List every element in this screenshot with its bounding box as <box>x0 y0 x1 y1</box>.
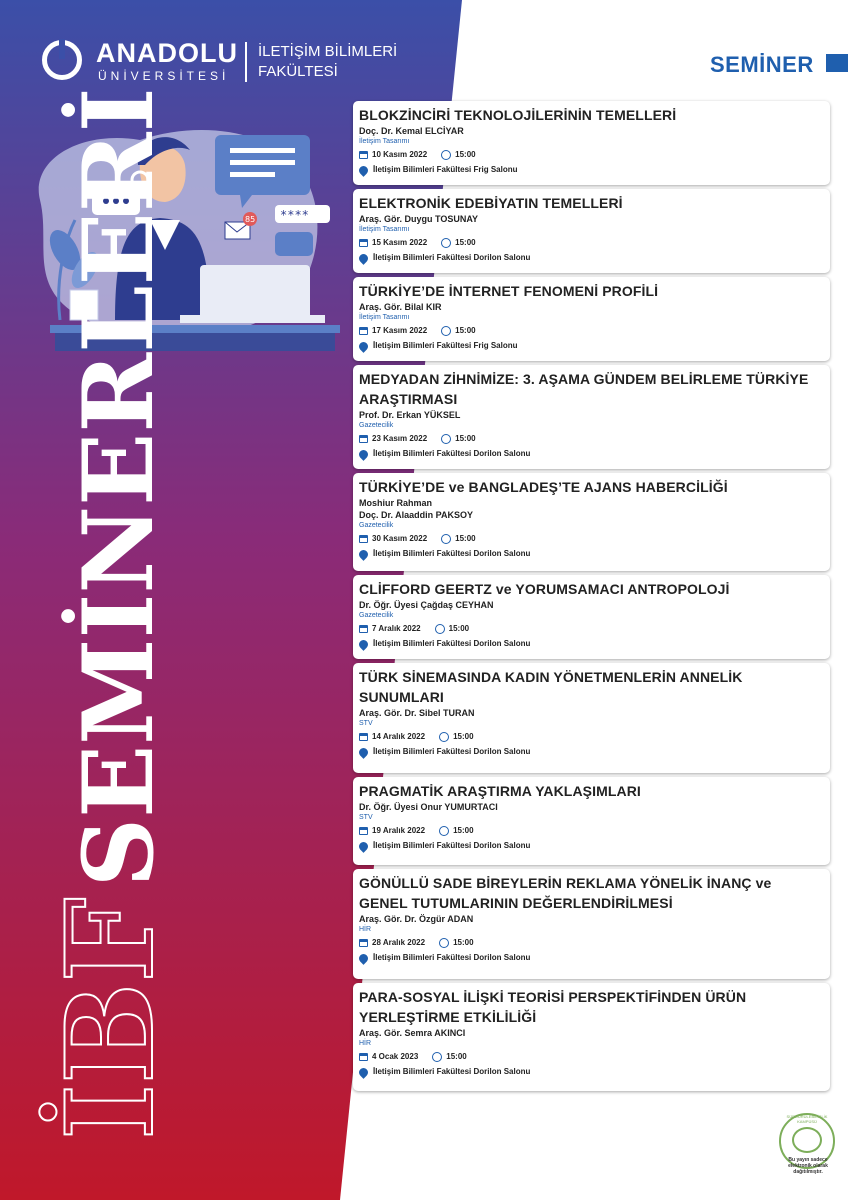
seminar-speaker: Prof. Dr. Erkan YÜKSEL <box>359 410 461 420</box>
seminar-title: MEDYADAN ZİHNİMİZE: 3. AŞAMA GÜNDEM BELİRLEME TÜRKİYE ARAŞTIRMASI <box>359 371 809 407</box>
faculty-name-line2: FAKÜLTESİ <box>258 63 338 80</box>
seminar-speaker: Dr. Öğr. Üyesi Onur YUMURTACI <box>359 802 498 812</box>
seminar-card <box>353 663 830 773</box>
seminar-speaker: Araş. Gör. Bilal KIR <box>359 302 442 312</box>
seminar-title: CLİFFORD GEERTZ ve YORUMSAMACI ANTROPOLOJİ <box>359 581 730 597</box>
seminar-date: 28 Aralık 2022 <box>372 938 426 947</box>
seminar-time: 15:00 <box>455 534 476 543</box>
location-pin-icon <box>357 448 370 461</box>
location-pin-icon <box>357 638 370 651</box>
calendar-icon <box>359 1053 368 1061</box>
university-name: ANADOLU <box>96 38 238 68</box>
seminar-card <box>353 777 830 865</box>
seminar-time: 15:00 <box>455 150 476 159</box>
seminar-title: TÜRK SİNEMASINDA KADIN YÖNETMENLERİN ANNELİK SUNUMLARI <box>359 669 743 705</box>
seminar-title: GÖNÜLLÜ SADE BİREYLERİN REKLAMA YÖNELİK İNANÇ ve GENEL TUTUMLARININ DEĞERLENDİRİLMESİ <box>359 875 772 911</box>
calendar-icon <box>359 827 368 835</box>
location-pin-icon <box>357 252 370 265</box>
seminar-card <box>353 277 830 361</box>
seminar-datetime <box>359 824 822 838</box>
seminar-speaker: Araş. Gör. Semra AKINCI <box>359 1028 466 1038</box>
seminar-location <box>359 1065 822 1079</box>
seminar-datetime <box>359 730 822 744</box>
seminar-venue: İletişim Bilimleri Fakültesi Dorilon Salonu <box>373 253 531 262</box>
seminar-date: 4 Ocak 2023 <box>372 1052 419 1061</box>
seminar-department: Gazetecilik <box>359 522 394 529</box>
university-logo <box>42 38 422 88</box>
seminar-date: 14 Aralık 2022 <box>372 732 426 741</box>
seminar-department: HİR <box>359 1040 372 1047</box>
seminar-department: Gazetecilik <box>359 422 394 429</box>
badge-text: Bu yayın sadece elektronik olarak dağıtılmıştır. <box>788 1157 828 1175</box>
seminar-card <box>353 473 830 571</box>
vertical-title <box>40 88 181 1141</box>
seminar-department: İletişim Tasarımı <box>359 138 410 145</box>
vertical-title-ibf: İBF <box>40 897 181 1140</box>
seminar-venue: İletişim Bilimleri Fakültesi Frig Salonu <box>373 341 518 350</box>
seminar-venue: İletişim Bilimleri Fakültesi Dorilon Salonu <box>373 841 531 850</box>
calendar-icon <box>359 327 368 335</box>
clock-icon <box>439 938 449 948</box>
leaf-icon <box>792 1127 822 1153</box>
seminar-location <box>359 163 822 177</box>
seminar-date: 30 Kasım 2022 <box>372 534 428 543</box>
seminar-card <box>353 983 830 1091</box>
seminar-department: HİR <box>359 926 372 933</box>
seminar-speaker-2: Doç. Dr. Alaaddin PAKSOY <box>359 510 474 520</box>
seminar-title: BLOKZİNCİRİ TEKNOLOJİLERİNİN TEMELLERİ <box>359 107 677 123</box>
seminar-title: ELEKTRONİK EDEBİYATIN TEMELLERİ <box>359 195 623 211</box>
clock-icon <box>439 732 449 742</box>
seminar-venue: İletişim Bilimleri Fakültesi Dorilon Salonu <box>373 639 531 648</box>
calendar-icon <box>359 435 368 443</box>
seminar-title: TÜRKİYE’DE ve BANGLADEŞ’TE AJANS HABERCİLİĞİ <box>359 479 728 495</box>
seminar-time: 15:00 <box>446 1052 467 1061</box>
location-pin-icon <box>357 746 370 759</box>
seminar-datetime <box>359 936 822 950</box>
location-pin-icon <box>357 340 370 353</box>
calendar-icon <box>359 535 368 543</box>
calendar-icon <box>359 625 368 633</box>
logo-divider <box>245 42 247 82</box>
seminar-datetime <box>359 622 822 636</box>
clock-icon <box>432 1052 442 1062</box>
seminar-department: STV <box>359 720 373 727</box>
seminar-time: 15:00 <box>448 624 470 633</box>
seminar-date: 15 Kasım 2022 <box>372 238 428 247</box>
seminar-speaker: Doç. Dr. Kemal ELCİYAR <box>359 126 464 136</box>
seminar-date: 7 Aralık 2022 <box>372 624 421 633</box>
calendar-icon <box>359 733 368 741</box>
seminar-department: İletişim Tasarımı <box>359 314 410 321</box>
seminar-list <box>353 101 830 1095</box>
clock-icon <box>441 238 451 248</box>
university-subtitle: ÜNİVERSİTESİ <box>98 69 230 83</box>
seminar-speaker: Dr. Öğr. Üyesi Çağdaş CEYHAN <box>359 600 494 610</box>
seminar-datetime <box>359 1050 822 1064</box>
seminar-card <box>353 365 830 469</box>
seminar-speaker: Araş. Gör. Dr. Sibel TURAN <box>359 708 475 718</box>
faculty-name-line1: İLETİŞİM BİLİMLERİ <box>258 43 398 60</box>
seminar-date: 10 Kasım 2022 <box>372 150 428 159</box>
seminar-time: 15:00 <box>455 238 476 247</box>
seminer-accent-bar <box>826 54 848 72</box>
seminar-time: 15:00 <box>453 732 474 741</box>
clock-icon <box>441 150 451 160</box>
seminar-card <box>353 189 830 273</box>
seminar-date: 23 Kasım 2022 <box>372 434 428 443</box>
seminar-datetime <box>359 432 822 446</box>
location-pin-icon <box>357 548 370 561</box>
seminar-card <box>353 575 830 659</box>
seminar-location <box>359 951 822 965</box>
seminar-department: Gazetecilik <box>359 612 394 619</box>
location-pin-icon <box>357 840 370 853</box>
seminar-venue: İletişim Bilimleri Fakültesi Frig Salonu <box>373 165 518 174</box>
seminar-venue: İletişim Bilimleri Fakültesi Dorilon Salonu <box>373 747 531 756</box>
seminar-location <box>359 637 822 651</box>
seminar-datetime <box>359 236 822 250</box>
clock-icon <box>439 826 449 836</box>
seminar-title: PRAGMATİK ARAŞTIRMA YAKLAŞIMLARI <box>359 783 641 799</box>
logo-mark-icon <box>42 40 82 80</box>
seminar-location <box>359 447 822 461</box>
seminer-label: SEMİNER <box>710 52 814 77</box>
seminar-title: TÜRKİYE’DE İNTERNET FENOMENİ PROFİLİ <box>359 283 659 299</box>
seminar-datetime <box>359 148 822 162</box>
seminar-venue: İletişim Bilimleri Fakültesi Dorilon Salonu <box>373 449 531 458</box>
seminar-card <box>353 869 830 979</box>
seminar-venue: İletişim Bilimleri Fakültesi Dorilon Salonu <box>373 953 531 962</box>
seminar-department: İletişim Tasarımı <box>359 226 410 233</box>
seminar-department: STV <box>359 814 373 821</box>
seminar-card <box>353 101 830 185</box>
seminar-datetime <box>359 324 822 338</box>
clock-icon <box>441 434 451 444</box>
seminar-location <box>359 839 822 853</box>
seminar-venue: İletişim Bilimleri Fakültesi Dorilon Salonu <box>373 1067 531 1076</box>
seminar-title: PARA-SOSYAL İLİŞKİ TEORİSİ PERSPEKTİFİNDEN ÜRÜN YERLEŞTİRME ETKİLİLİĞİ <box>359 989 747 1025</box>
seminar-time: 15:00 <box>453 826 474 835</box>
clock-icon <box>435 624 445 634</box>
seminar-date: 17 Kasım 2022 <box>372 326 428 335</box>
seminar-location <box>359 547 822 561</box>
badge-ring-text: SÜRDÜRÜLEBİLİRLİK KAMPÜSÜ <box>786 1114 828 1124</box>
seminar-time: 15:00 <box>455 326 476 335</box>
location-pin-icon <box>357 164 370 177</box>
clock-icon <box>441 326 451 336</box>
seminar-datetime <box>359 532 822 546</box>
calendar-icon <box>359 939 368 947</box>
calendar-icon <box>359 151 368 159</box>
calendar-icon <box>359 239 368 247</box>
seminar-date: 19 Aralık 2022 <box>372 826 426 835</box>
seminar-speaker: Araş. Gör. Duygu TOSUNAY <box>359 214 479 224</box>
sustainability-badge <box>779 1113 837 1183</box>
seminar-speaker: Araş. Gör. Dr. Özgür ADAN <box>359 914 474 924</box>
location-pin-icon <box>357 952 370 965</box>
seminar-location <box>359 339 822 353</box>
seminar-speaker: Moshiur Rahman <box>359 498 433 508</box>
seminar-location <box>359 251 822 265</box>
seminar-location <box>359 745 822 759</box>
seminar-venue: İletişim Bilimleri Fakültesi Dorilon Salonu <box>373 549 531 558</box>
vertical-title-seminerleri: SEMİNERLERİ <box>62 87 175 888</box>
seminar-time: 15:00 <box>455 434 476 443</box>
svg-text:85: 85 <box>245 215 256 224</box>
svg-text:****: **** <box>280 208 309 222</box>
clock-icon <box>441 534 451 544</box>
seminar-time: 15:00 <box>453 938 474 947</box>
location-pin-icon <box>357 1066 370 1079</box>
